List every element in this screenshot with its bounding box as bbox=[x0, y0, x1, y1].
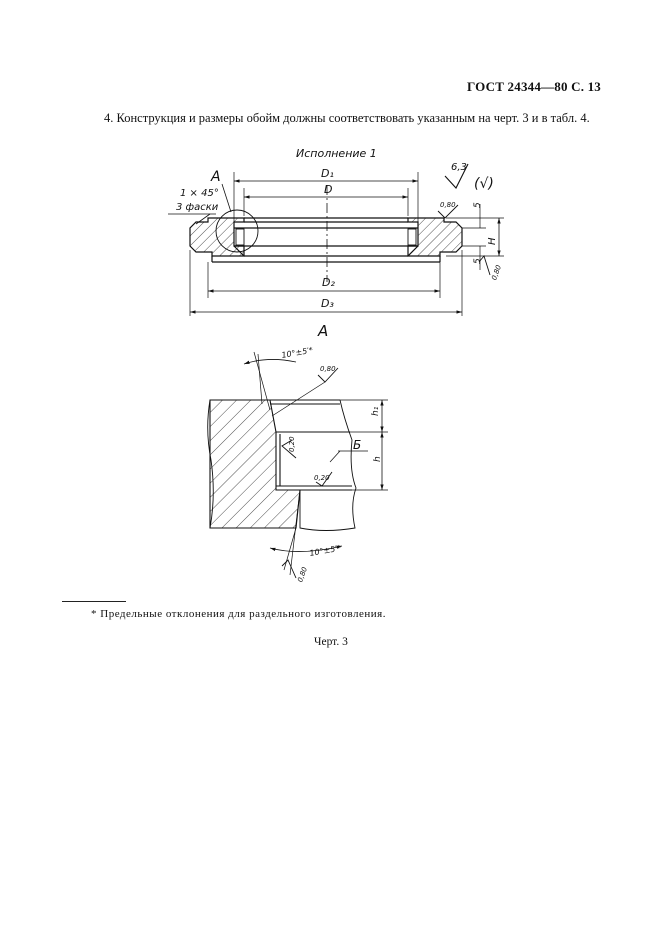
footnote-rule bbox=[62, 601, 126, 602]
svg-text:0,20: 0,20 bbox=[314, 474, 330, 482]
page-header: ГОСТ 24344—80 С. 13 bbox=[467, 79, 601, 94]
label-B: Б bbox=[353, 438, 362, 452]
detail-view-letter: A bbox=[318, 322, 329, 340]
break-line-right bbox=[300, 400, 356, 531]
svg-text:0,80: 0,80 bbox=[320, 365, 336, 373]
roughness-020-bottom bbox=[314, 472, 332, 486]
svg-text:6,3: 6,3 bbox=[451, 162, 467, 173]
svg-text:0,20: 0,20 bbox=[288, 436, 296, 452]
svg-text:0,80: 0,80 bbox=[296, 565, 310, 584]
dim-D: D bbox=[324, 183, 333, 196]
drawing-title: Исполнение 1 bbox=[296, 147, 377, 160]
dim-D1: D₁ bbox=[321, 167, 334, 180]
dim-D3: D₃ bbox=[321, 297, 334, 310]
roughness-020-side bbox=[282, 436, 296, 458]
detail-outline bbox=[270, 400, 352, 490]
detail-hatched-body bbox=[210, 400, 300, 528]
svg-text:(√): (√) bbox=[474, 176, 494, 192]
roughness-080-detail bbox=[272, 365, 338, 416]
angle-top: 10°±5′* bbox=[280, 345, 314, 360]
svg-text:3 фаски: 3 фаски bbox=[176, 202, 219, 213]
dim-5-top: 5 bbox=[473, 202, 483, 208]
detail-letter: A bbox=[211, 169, 221, 185]
svg-text:0,80: 0,80 bbox=[490, 263, 504, 282]
dim-5-bottom: 5 bbox=[473, 258, 483, 264]
svg-text:0,80: 0,80 bbox=[440, 201, 456, 209]
footnote: * Предельные отклонения для раздельного изготовления. bbox=[91, 608, 386, 620]
body-outline bbox=[212, 218, 440, 262]
dim-H: H bbox=[487, 237, 498, 245]
angle-bottom: 10°±5′* bbox=[308, 543, 342, 558]
roughness-080-top bbox=[438, 201, 458, 218]
roughness-general-symbol bbox=[445, 162, 494, 192]
svg-text:1 × 45°: 1 × 45° bbox=[180, 188, 219, 199]
dim-h1: h₁ bbox=[371, 406, 381, 416]
dim-h: h bbox=[373, 456, 383, 462]
dim-D2: D₂ bbox=[322, 276, 335, 289]
figure-caption: Черт. 3 bbox=[314, 636, 348, 648]
section-paragraph: 4. Конструкция и размеры обойм должны соответствовать указанным на черт. 3 и в табл. 4. bbox=[104, 111, 590, 125]
